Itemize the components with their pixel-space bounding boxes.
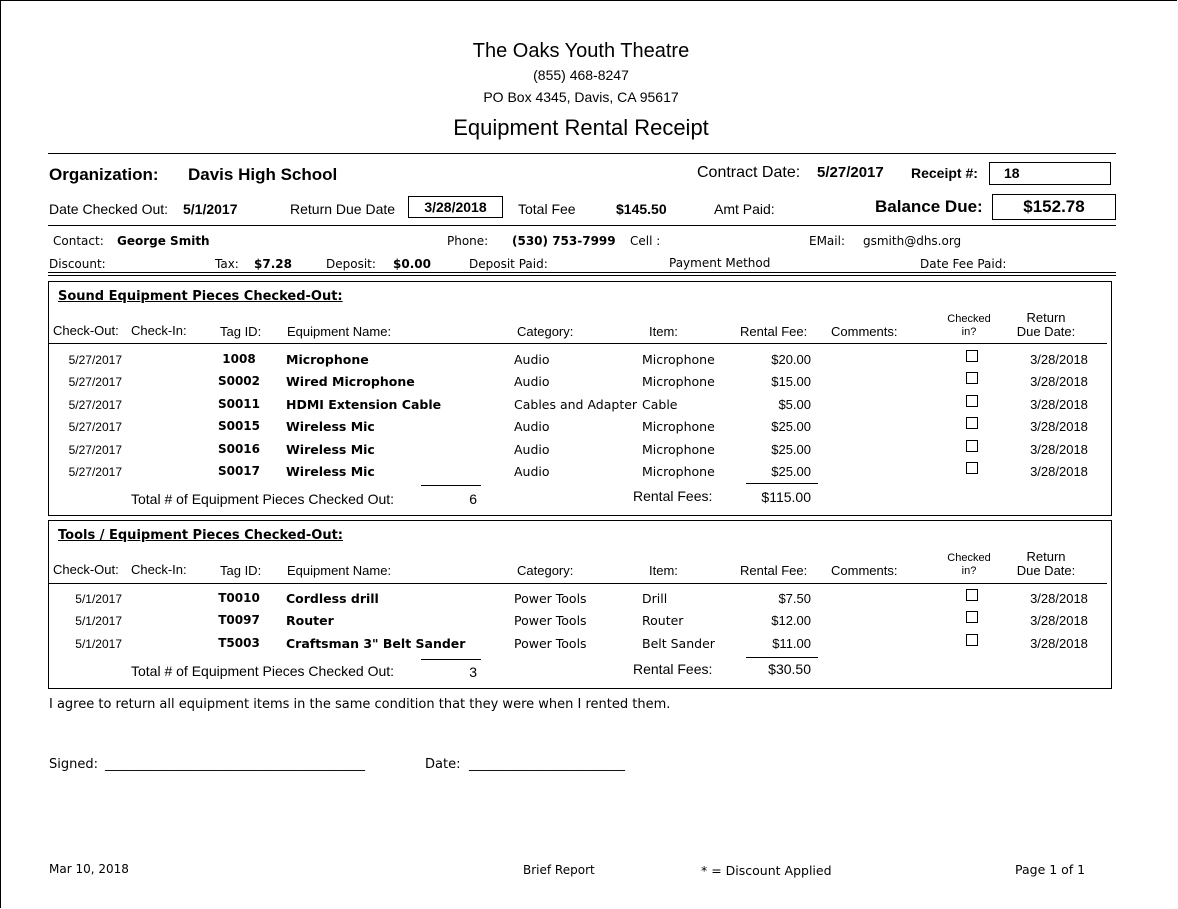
contract-date-value: 5/27/2017 — [817, 164, 884, 181]
tag-id: S0011 — [217, 396, 261, 411]
col-checked-in-line1: Checked — [947, 552, 991, 564]
col-equipment-name: Equipment Name: — [287, 324, 392, 339]
check-out-date: 5/1/2017 — [75, 592, 122, 606]
item: Router — [642, 613, 684, 629]
col-rental-fee: Rental Fee: — [740, 324, 808, 339]
table-row — [49, 370, 1113, 392]
table-row — [49, 415, 1113, 437]
col-equipment-name: Equipment Name: — [287, 563, 392, 578]
rental-fee: $5.00 — [778, 396, 811, 412]
phone-value: (530) 753-7999 — [512, 234, 616, 248]
discount-divider-1 — [48, 272, 1116, 273]
item: Microphone — [642, 352, 715, 367]
organization-value: Davis High School — [188, 165, 338, 184]
tools-total-count: 3 — [469, 664, 477, 680]
email-label: EMail: — [809, 234, 845, 248]
deposit-paid-label: Deposit Paid: — [469, 257, 548, 271]
return-due-box: 3/28/2018 — [408, 196, 503, 218]
category: Audio — [514, 374, 550, 390]
sound-section-title: Sound Equipment Pieces Checked-Out: — [58, 289, 343, 304]
table-row — [49, 348, 1113, 370]
sound-count-rule — [421, 485, 481, 486]
category: Audio — [514, 464, 550, 479]
date-label: Date: — [425, 757, 461, 772]
tag-id: 1008 — [222, 352, 256, 366]
sound-fee-rule — [746, 483, 818, 484]
col-return-line1: Return — [1026, 310, 1066, 325]
checked-in-checkbox[interactable] — [966, 350, 978, 362]
total-fee-label: Total Fee — [518, 201, 576, 217]
contact-label: Contact: — [53, 234, 104, 248]
checked-in-checkbox[interactable] — [966, 589, 978, 601]
org-address: PO Box 4345, Davis, CA 95617 — [483, 89, 679, 105]
header-divider — [48, 153, 1116, 154]
return-due-date: 3/28/2018 — [1030, 635, 1088, 651]
tax-label: Tax: — [215, 257, 239, 271]
footer-page-number: Page 1 of 1 — [1015, 862, 1086, 877]
check-out-date: 5/27/2017 — [68, 420, 122, 435]
category: Power Tools — [514, 591, 587, 606]
item: Drill — [642, 591, 668, 606]
sound-header-divider — [49, 343, 1107, 344]
discount-label: Discount: — [49, 257, 106, 271]
col-return-line2: Due Date: — [1016, 563, 1076, 578]
col-check-out: Check-Out: — [53, 562, 119, 577]
balance-due-box: $152.78 — [992, 194, 1116, 220]
col-category: Category: — [517, 563, 574, 578]
equipment-name: Wireless Mic — [286, 464, 375, 479]
checked-in-checkbox[interactable] — [966, 634, 978, 646]
receipt-number-box: 18 — [989, 162, 1111, 185]
check-out-date: 5/27/2017 — [68, 375, 122, 390]
item: Microphone — [642, 374, 715, 390]
item: Microphone — [642, 419, 715, 435]
col-checked-in-line2: in? — [961, 565, 977, 577]
check-out-date: 5/27/2017 — [68, 465, 122, 479]
rental-fee: $25.00 — [771, 441, 811, 457]
return-due-date: 3/28/2018 — [1030, 613, 1088, 629]
table-row — [49, 587, 1113, 609]
checked-in-checkbox[interactable] — [966, 372, 978, 384]
signed-label: Signed: — [49, 757, 98, 772]
date-fee-paid-label: Date Fee Paid: — [920, 257, 1007, 271]
equipment-name: Wired Microphone — [286, 374, 415, 390]
equipment-name: Craftsman 3" Belt Sander — [286, 635, 466, 651]
return-due-date: 3/28/2018 — [1030, 591, 1088, 606]
col-tag-id: Tag ID: — [220, 563, 262, 578]
col-tag-id: Tag ID: — [220, 324, 262, 339]
col-checked-in-line2: in? — [961, 326, 977, 338]
category: Power Tools — [514, 613, 587, 629]
col-return-due — [1011, 311, 1081, 339]
tools-count-rule — [421, 659, 481, 660]
checked-in-checkbox[interactable] — [966, 611, 978, 623]
item: Microphone — [642, 441, 715, 457]
tax-value: $7.28 — [254, 257, 292, 271]
tag-id: T0097 — [218, 613, 260, 628]
tag-id: S0017 — [217, 464, 261, 478]
table-row — [49, 393, 1113, 415]
discount-divider-2 — [48, 275, 1116, 276]
equipment-name: Microphone — [286, 352, 369, 367]
check-out-date: 5/27/2017 — [68, 397, 122, 412]
checked-in-checkbox[interactable] — [966, 462, 978, 474]
tools-fee-rule — [746, 657, 818, 658]
return-due-date: 3/28/2018 — [1030, 441, 1088, 457]
tools-total-label: Total # of Equipment Pieces Checked Out: — [131, 663, 395, 679]
contract-date-label: Contract Date: — [697, 164, 801, 181]
org-name: The Oaks Youth Theatre — [472, 40, 690, 62]
agreement-text: I agree to return all equipment items in the same condition that they were when I rented them. — [49, 697, 671, 712]
sound-equipment-section — [48, 281, 1112, 516]
category: Audio — [514, 441, 550, 457]
col-checked-in — [943, 313, 995, 339]
item: Cable — [642, 396, 678, 412]
payment-method-label: Payment Method — [669, 256, 771, 270]
col-return-line2: Due Date: — [1016, 324, 1076, 339]
checked-in-checkbox[interactable] — [966, 440, 978, 452]
checked-in-checkbox[interactable] — [966, 395, 978, 407]
table-row — [49, 460, 1113, 482]
col-comments: Comments: — [831, 324, 898, 339]
balance-due-label: Balance Due: — [875, 197, 983, 216]
col-item: Item: — [649, 563, 678, 578]
rental-fee: $25.00 — [771, 464, 811, 479]
col-checked-in-line1: Checked — [947, 313, 991, 325]
tools-fees-label: Rental Fees: — [633, 661, 713, 677]
cell-label: Cell : — [630, 234, 661, 248]
tools-section-title: Tools / Equipment Pieces Checked-Out: — [58, 528, 343, 543]
amt-paid-label: Amt Paid: — [714, 201, 775, 217]
return-due-date: 3/28/2018 — [1030, 374, 1088, 390]
check-out-date: 5/27/2017 — [68, 353, 122, 367]
equipment-name: HDMI Extension Cable — [286, 396, 442, 412]
col-comments: Comments: — [831, 563, 898, 578]
table-row — [49, 438, 1113, 460]
col-check-out: Check-Out: — [53, 323, 119, 338]
rental-fee: $20.00 — [771, 352, 811, 367]
footer-report-type: Brief Report — [523, 863, 595, 877]
rental-fee: $25.00 — [771, 419, 811, 435]
category: Cables and Adapter — [514, 396, 638, 412]
tools-header-divider — [49, 583, 1107, 584]
footer-discount-note: * = Discount Applied — [701, 863, 832, 878]
tag-id: S0015 — [217, 419, 261, 434]
return-due-date: 3/28/2018 — [1030, 419, 1088, 435]
item: Belt Sander — [642, 635, 715, 651]
tag-id: S0016 — [217, 441, 261, 456]
equipment-name: Cordless drill — [286, 591, 379, 606]
col-return-due — [1011, 550, 1081, 578]
phone-label: Phone: — [447, 234, 489, 248]
signature-line[interactable]: ________________________________________ — [105, 757, 365, 772]
info-divider — [48, 225, 1116, 226]
check-out-date: 5/1/2017 — [75, 614, 122, 629]
table-row — [49, 632, 1113, 654]
equipment-name: Wireless Mic — [286, 419, 375, 435]
col-check-in: Check-In: — [131, 323, 187, 338]
org-phone: (855) 468-8247 — [533, 67, 629, 83]
rental-fee: $7.50 — [778, 591, 811, 606]
date-checked-out-value: 5/1/2017 — [183, 201, 238, 217]
sound-total-count: 6 — [469, 491, 477, 507]
sound-fees-total: $115.00 — [761, 489, 811, 505]
email-value: gsmith@dhs.org — [863, 234, 962, 248]
category: Power Tools — [514, 635, 587, 651]
tools-equipment-section — [48, 520, 1112, 689]
check-out-date: 5/27/2017 — [68, 442, 122, 457]
signature-date-line[interactable]: ________________________ — [469, 757, 625, 772]
return-due-date: 3/28/2018 — [1030, 396, 1088, 412]
rental-fee: $15.00 — [771, 374, 811, 390]
table-row — [49, 609, 1113, 631]
checked-in-checkbox[interactable] — [966, 417, 978, 429]
tag-id: S0002 — [217, 374, 261, 389]
sound-total-label: Total # of Equipment Pieces Checked Out: — [131, 491, 395, 507]
col-item: Item: — [649, 324, 678, 339]
sound-fees-label: Rental Fees: — [633, 488, 713, 504]
category: Audio — [514, 419, 550, 435]
contact-value: George Smith — [117, 234, 210, 248]
return-due-label: Return Due Date — [290, 201, 396, 217]
return-due-date: 3/28/2018 — [1030, 352, 1088, 367]
rental-fee: $11.00 — [772, 635, 811, 651]
tag-id: T0010 — [218, 591, 260, 605]
total-fee-value: $145.50 — [616, 201, 667, 217]
col-rental-fee: Rental Fee: — [740, 563, 808, 578]
deposit-value: $0.00 — [393, 257, 431, 271]
col-category: Category: — [517, 324, 574, 339]
organization-label: Organization: — [49, 165, 159, 184]
col-checked-in — [943, 552, 995, 578]
deposit-label: Deposit: — [326, 257, 376, 271]
col-return-line1: Return — [1026, 549, 1066, 564]
rental-fee: $12.00 — [771, 613, 811, 629]
tag-id: T5003 — [218, 635, 260, 650]
item: Microphone — [642, 464, 715, 479]
return-due-date: 3/28/2018 — [1030, 464, 1088, 479]
date-checked-out-label: Date Checked Out: — [49, 201, 169, 217]
category: Audio — [514, 352, 550, 367]
footer-date: Mar 10, 2018 — [49, 862, 129, 876]
receipt-label: Receipt #: — [911, 165, 978, 181]
equipment-name: Wireless Mic — [286, 441, 375, 457]
report-title: Equipment Rental Receipt — [453, 115, 709, 140]
check-out-date: 5/1/2017 — [75, 636, 122, 651]
tools-fees-total: $30.50 — [768, 661, 811, 677]
equipment-name: Router — [286, 613, 334, 629]
col-check-in: Check-In: — [131, 562, 187, 577]
